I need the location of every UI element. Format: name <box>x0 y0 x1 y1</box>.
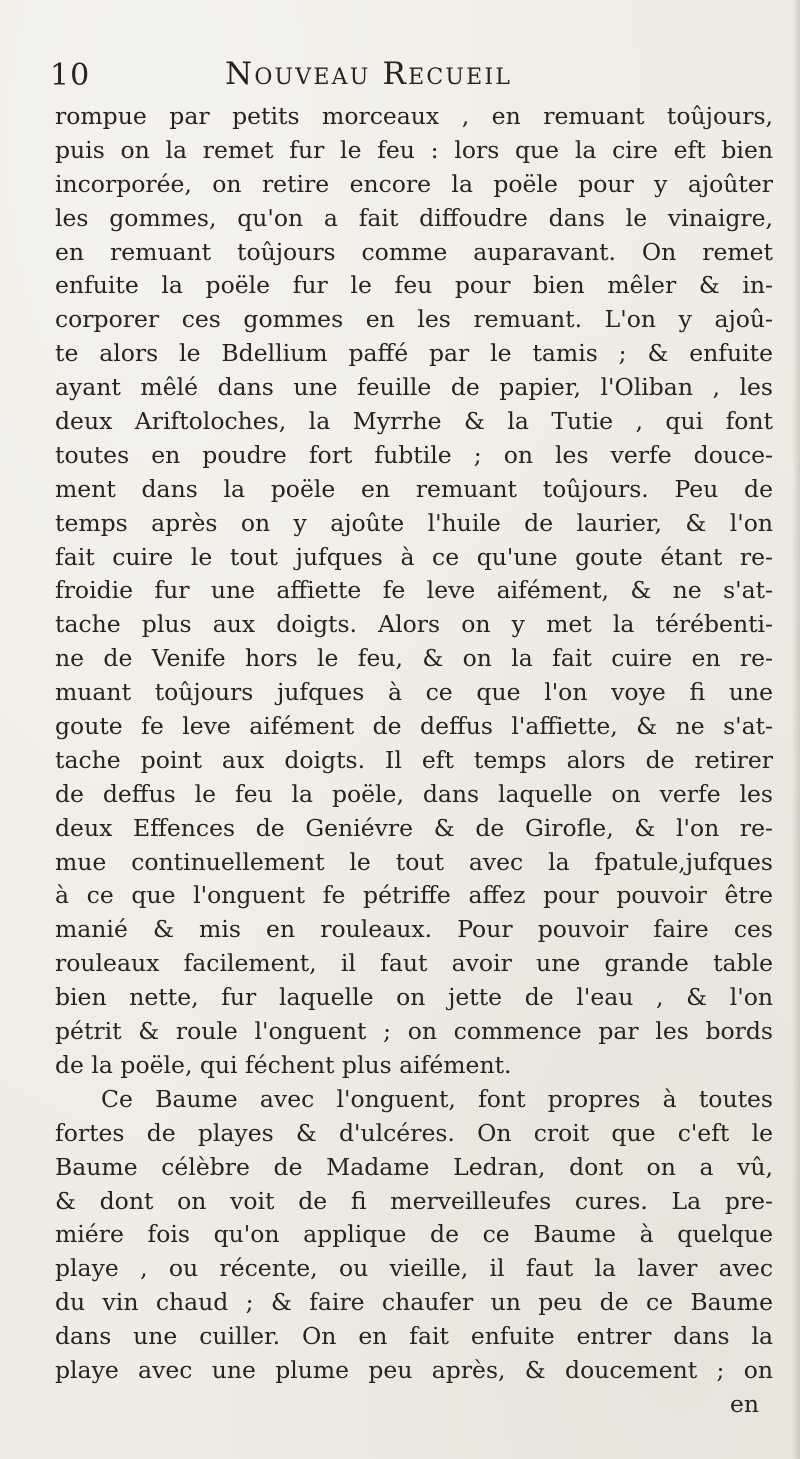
text-line: playe avec une plume peu après, & doucement ; on <box>55 1355 773 1384</box>
text-line: enfuite la poële fur le feu pour bien mêler & in- <box>55 271 773 300</box>
text-line: ne de Venife hors le feu, & on la fait cuire en re- <box>55 644 773 673</box>
text-line: manié & mis en rouleaux. Pour pouvoir faire ces <box>55 915 773 944</box>
text-line: tache point aux doigts. Il eft temps alors de retirer <box>55 745 773 774</box>
text-line: rompue par petits morceaux , en remuant toûjours, <box>55 102 773 130</box>
text-line: te alors le Bdellium paffé par le tamis ; & enfuite <box>55 339 773 368</box>
text-line: temps après on y ajoûte l'huile de laurier, & l'on <box>55 508 773 537</box>
text-line: rouleaux facilement, il faut avoir une grande table <box>55 949 773 978</box>
body-text <box>55 100 773 1422</box>
text-line: goute fe leve aifément de deffus l'affiette, & ne s'at- <box>55 712 773 741</box>
text-line: toutes en poudre fort fubtile ; on les verfe douce- <box>55 440 773 469</box>
running-title: Nouveau Recueil <box>225 56 513 92</box>
text-line: fait cuire le tout jufques à ce qu'une goute étant re- <box>55 542 773 571</box>
text-line: incorporée, on retire encore la poële pour y ajoûter <box>55 169 773 198</box>
page-header <box>50 56 770 96</box>
text-line: muant toûjours jufques à ce que l'on voye fi une <box>55 678 773 707</box>
text-line: deux Ariftoloches, la Myrrhe & la Tutie , qui font <box>55 407 773 436</box>
text-line: deux Effences de Geniévre & de Girofle, & l'on re- <box>55 813 773 842</box>
text-line: corporer ces gommes en les remuant. L'on y ajoû- <box>55 305 773 334</box>
text-line: ment dans la poële en remuant toûjours. Peu de <box>55 474 773 503</box>
text-line: froidie fur une affiette fe leve aifément, & ne s'at- <box>55 576 773 605</box>
text-line: Baume célèbre de Madame Ledran, dont on a vû, <box>55 1152 773 1181</box>
paragraph-start-line: Ce Baume avec l'onguent, font propres à toutes <box>101 1084 773 1113</box>
text-line: de deffus le feu la poële, dans laquelle on verfe les <box>55 779 773 808</box>
text-line: bien nette, fur laquelle on jette de l'eau , & l'on <box>55 983 773 1012</box>
page-number: 10 <box>50 58 91 93</box>
text-line: à ce que l'onguent fe pétriffe affez pour pouvoir être <box>55 881 773 910</box>
text-line: miére fois qu'on applique de ce Baume à quelque <box>55 1220 773 1249</box>
text-line: playe , ou récente, ou vieille, il faut la laver avec <box>55 1254 773 1283</box>
paragraph-end-line: de la poële, qui féchent plus aifément. <box>55 1050 512 1079</box>
text-line: les gommes, qu'on a fait diffoudre dans le vinaigre, <box>55 203 773 232</box>
text-line: & dont on voit de fi merveilleufes cures. La pre- <box>55 1186 773 1215</box>
text-line: puis on la remet fur le feu : lors que la cire eft bien <box>55 135 773 164</box>
catchword: en <box>729 1389 759 1418</box>
text-line: pétrit & roule l'onguent ; on commence par les bords <box>55 1017 773 1046</box>
text-line: dans une cuiller. On en fait enfuite entrer dans la <box>55 1322 773 1351</box>
text-line: mue continuellement le tout avec la fpatule,jufques <box>55 847 773 876</box>
text-line: ayant mêlé dans une feuille de papier, l'Oliban , les <box>55 373 773 402</box>
page-edge-shadow <box>792 0 800 1459</box>
text-line: tache plus aux doigts. Alors on y met la térébenti- <box>55 610 773 639</box>
text-line: fortes de playes & d'ulcéres. On croit que c'eft le <box>55 1118 773 1147</box>
text-line: du vin chaud ; & faire chaufer un peu de ce Baume <box>55 1288 773 1317</box>
text-line: en remuant toûjours comme auparavant. On remet <box>55 237 773 266</box>
